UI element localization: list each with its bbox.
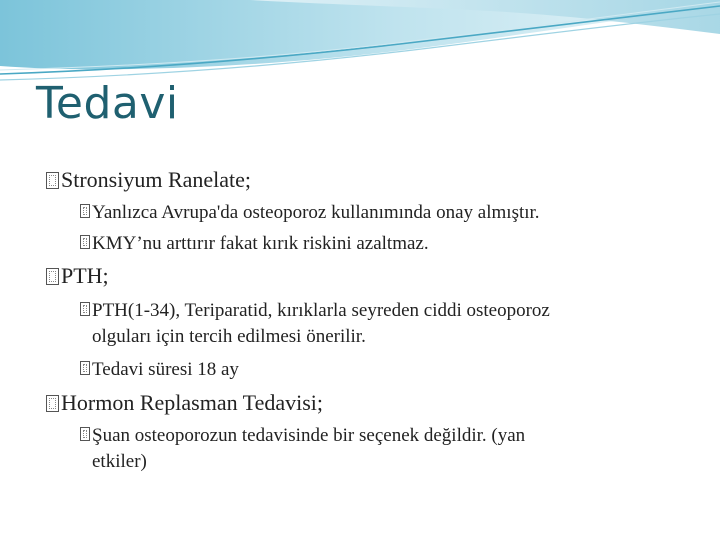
bullet-glyph-icon [46, 395, 59, 412]
bullet-glyph-icon [80, 204, 90, 218]
bullet-glyph-icon [80, 235, 90, 249]
sub-bullet-text: Tedavi süresi 18 ay [92, 359, 239, 380]
bullet-glyph-icon [80, 361, 90, 375]
sub-bullet-line: Şuan osteoporozun tedavisinde bir seçenek değildir. (yan [92, 425, 526, 446]
bullet-hormon [46, 389, 323, 417]
sub-bullet-text: KMY’nu arttırır fakat kırık riskini azaltmaz. [92, 233, 429, 254]
sub-bullet-line: etkiler) [92, 451, 147, 472]
sub-bullet-kmy [80, 231, 429, 257]
sub-bullet-line: PTH(1-34), Teriparatid, kırıklarla seyreden ciddi osteoporoz [92, 300, 550, 321]
bullet-glyph-icon [46, 268, 59, 285]
sub-bullet-text [92, 298, 550, 350]
sub-bullet-teriparatid [80, 298, 550, 350]
sub-bullet-suan [80, 423, 525, 475]
bullet-text: Hormon Replasman Tedavisi; [61, 390, 324, 415]
sub-bullet-line: olguları için tercih edilmesi önerilir. [92, 326, 366, 347]
slide-title: Tedavi [36, 78, 179, 129]
bullet-glyph-icon [80, 427, 90, 441]
bullet-glyph-icon [80, 302, 90, 316]
bullet-stronsiyum [46, 166, 251, 194]
bullet-pth [46, 262, 109, 290]
sub-bullet-text [92, 423, 525, 475]
sub-bullet-text: Yanlızca Avrupa'da osteoporoz kullanımında onay almıştır. [92, 202, 540, 223]
sub-bullet-tedavi-suresi [80, 357, 239, 383]
bullet-text: PTH; [61, 263, 109, 288]
sub-bullet-avrupa [80, 200, 540, 226]
bullet-glyph-icon [46, 172, 59, 189]
bullet-text: Stronsiyum Ranelate; [61, 167, 252, 192]
